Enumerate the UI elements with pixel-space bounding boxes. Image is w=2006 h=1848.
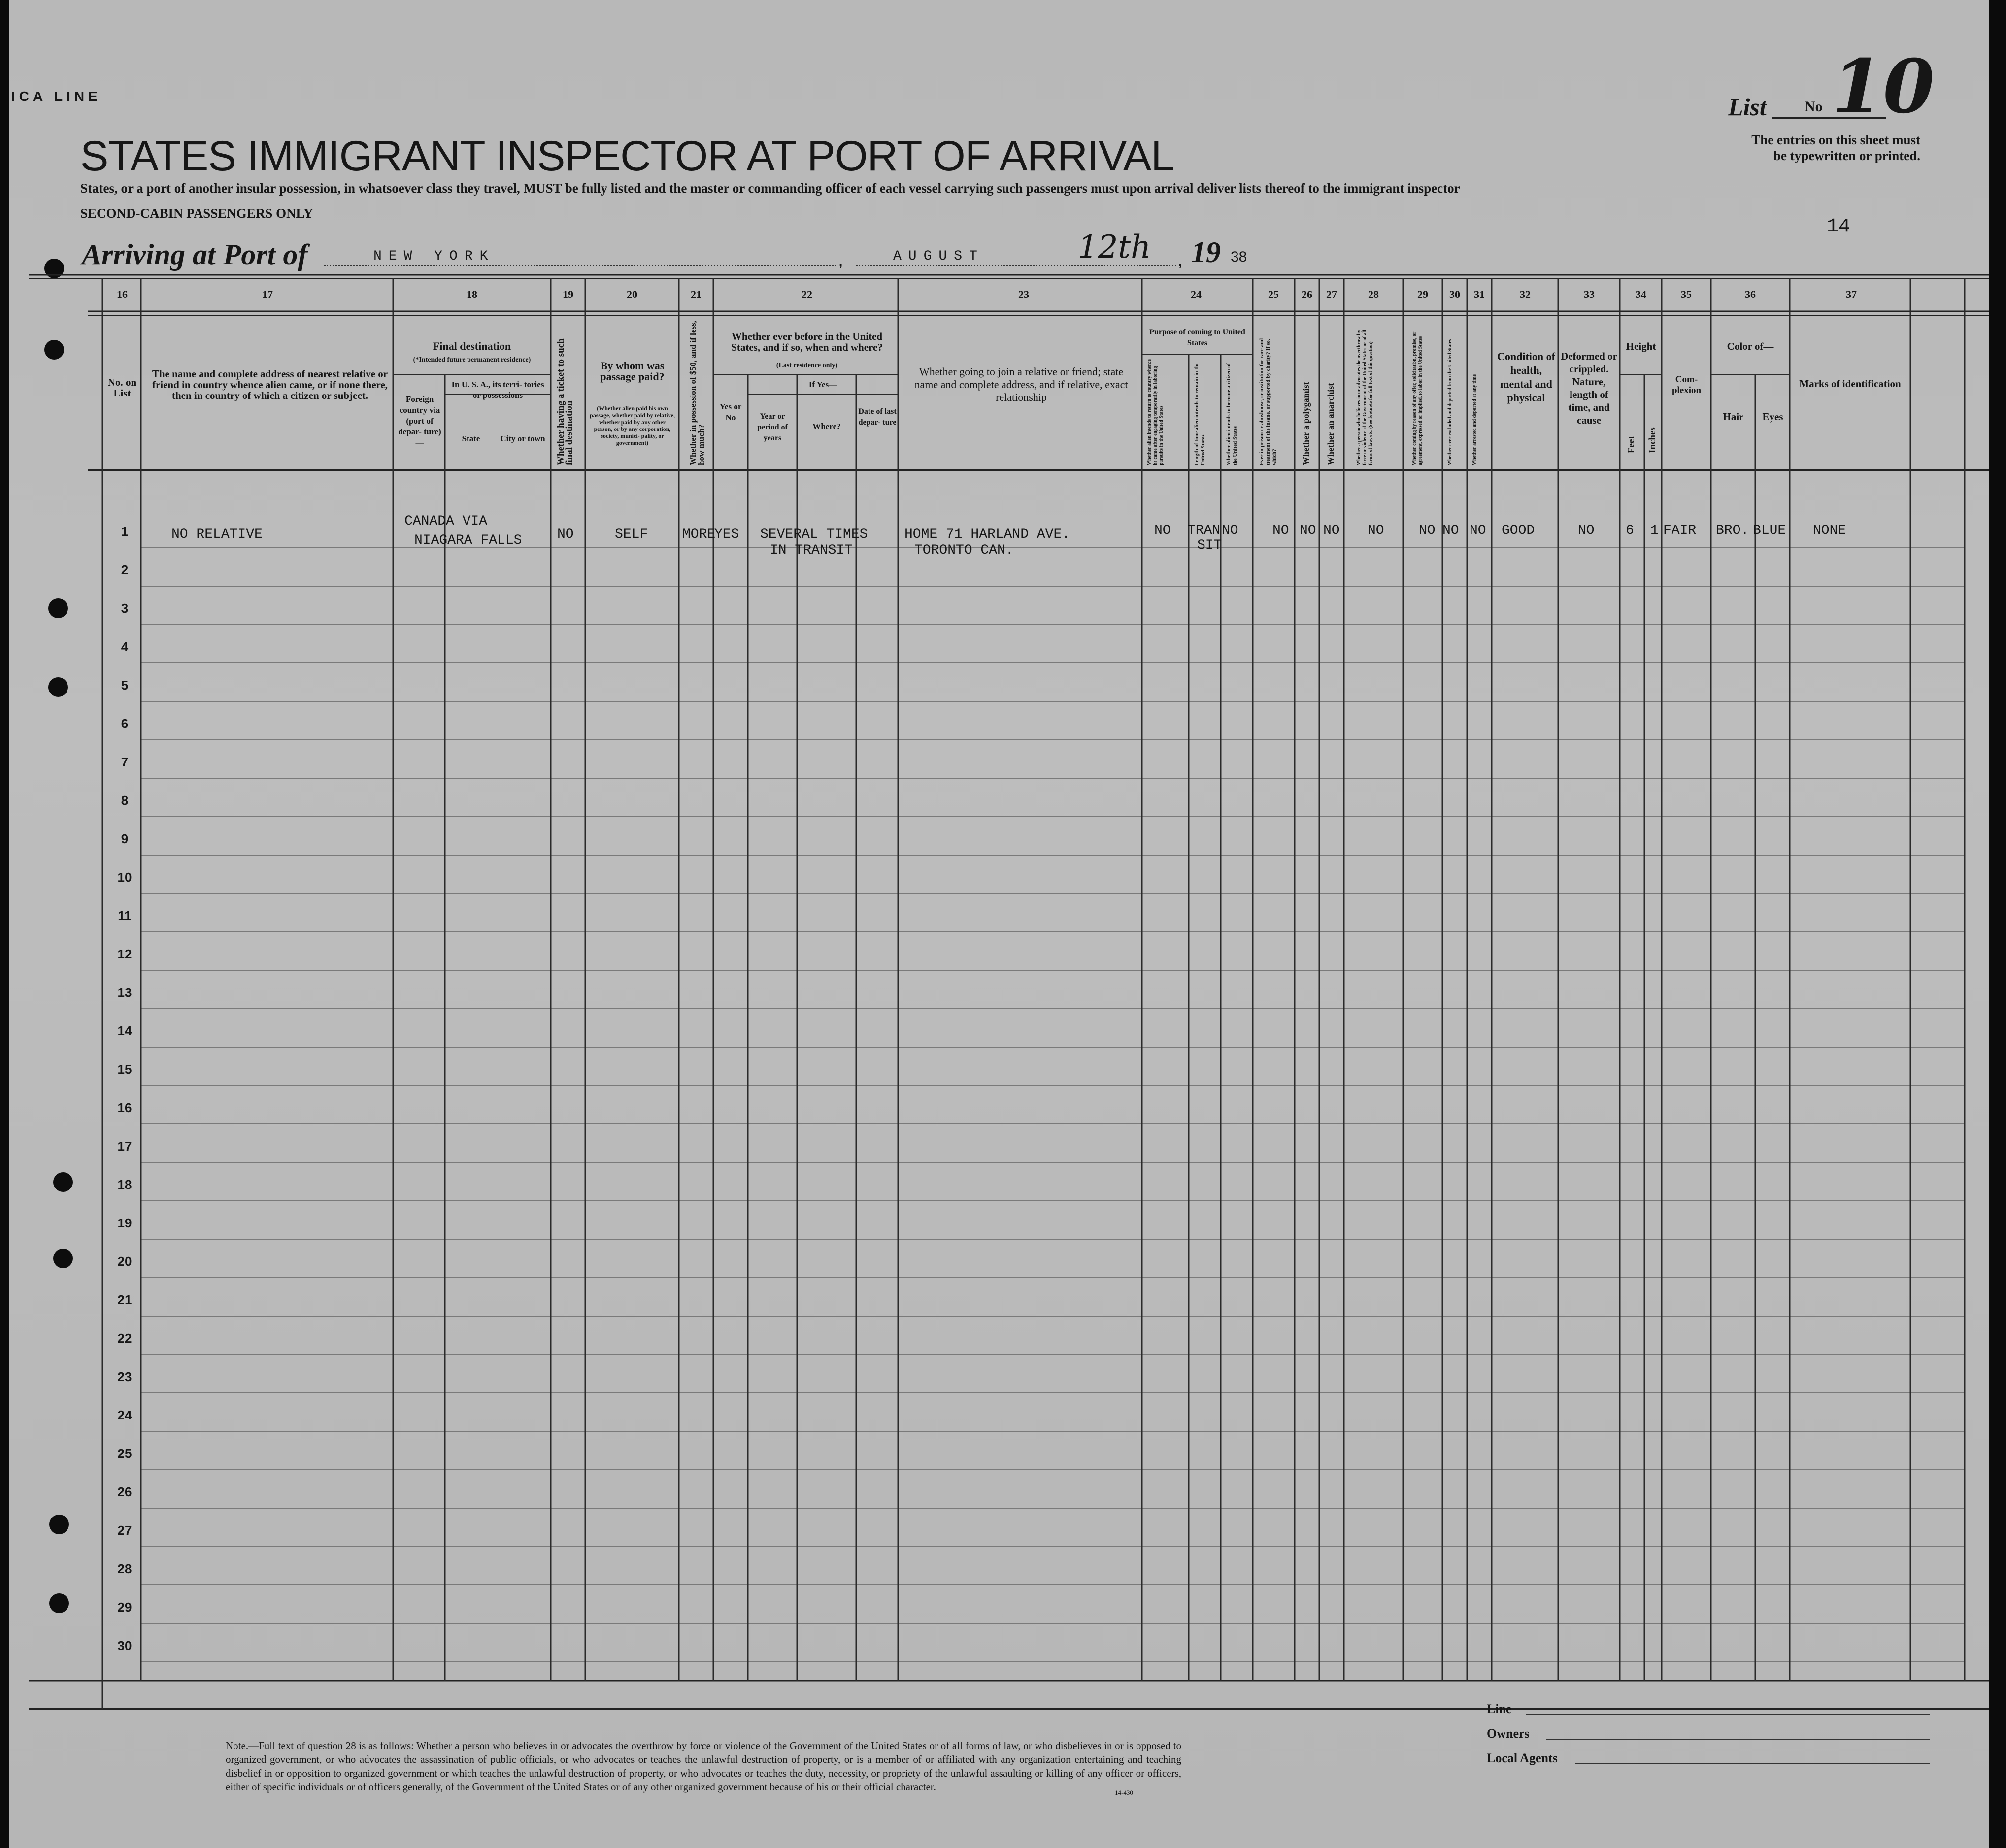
header-q31: Whether arrested and deported at any time: [1472, 374, 1477, 465]
header-feet: Feet: [1626, 436, 1637, 453]
row-number: 18: [117, 1177, 132, 1192]
header-purpose: Purpose of coming to United States: [1149, 328, 1245, 347]
header-where: Where?: [812, 422, 841, 431]
row-number: 9: [121, 831, 129, 846]
row-number: 1: [121, 524, 129, 539]
row-number: 21: [117, 1292, 132, 1307]
header-condition: Condition of health, mental and physical: [1497, 350, 1555, 404]
passage-cell: SELF: [615, 527, 648, 542]
header-passage-note: (Whether alien paid his own passage, whether paid by relative, whether paid by any other person, or by any corporation, society, munici- pality, or government): [590, 405, 675, 446]
column-number: 34: [1636, 288, 1646, 300]
comma: ,: [838, 249, 844, 270]
row-number: 10: [117, 870, 132, 885]
length-of-stay-cell-line2: SIT: [1197, 538, 1222, 553]
header-final-destination-note: (*Intended future permanent residence): [413, 356, 531, 363]
column-number: 31: [1474, 288, 1485, 300]
row-number: 2: [121, 562, 129, 577]
instructions-line-2: be typewritten or printed.: [1773, 148, 1920, 163]
join-relative-cell: HOME 71 HARLAND AVE.: [904, 527, 1070, 542]
header-polygamist: Whether a polygamist: [1301, 382, 1311, 465]
owners-underline: [1546, 1739, 1930, 1740]
owners-label: Owners: [1487, 1726, 1530, 1741]
hair-cell: BRO.: [1716, 523, 1749, 538]
row-number: 8: [121, 793, 129, 808]
column-number: 28: [1368, 288, 1379, 300]
column-number: 30: [1449, 288, 1460, 300]
form-mark: 14-430: [1115, 1789, 1133, 1796]
header-yes-no: Yes or No: [719, 402, 742, 422]
period-cell-line2: IN TRANSIT: [770, 543, 853, 558]
eyes-cell: BLUE: [1753, 523, 1786, 538]
join-relative-cell-line2: TORONTO CAN.: [914, 543, 1014, 558]
anarchist-cell: NO: [1323, 523, 1340, 538]
marks-cell: NONE: [1813, 523, 1846, 538]
column-number: 36: [1745, 288, 1756, 300]
header-anarchist: Whether an anarchist: [1326, 383, 1336, 465]
column-number: 37: [1846, 288, 1857, 300]
column-number: 20: [627, 288, 637, 300]
header-year-period: Year or period of years: [757, 412, 788, 442]
row-number: 24: [117, 1408, 132, 1422]
day-handwritten: 12th: [1078, 229, 1151, 265]
column-number: 19: [563, 288, 573, 300]
header-date-last: Date of last depar- ture: [858, 407, 897, 427]
header-hair: Hair: [1723, 411, 1744, 423]
instructions-line-1: The entries on this sheet must: [1751, 132, 1920, 147]
ticket-cell: NO: [557, 527, 574, 542]
column-number: 35: [1681, 288, 1692, 300]
line-name-fragment: ICA LINE: [11, 89, 101, 104]
prison-cell: NO: [1272, 523, 1289, 538]
row-number: 5: [121, 678, 129, 693]
header-purpose-a: Whether alien intends to return to country whence he came after engaging temporarily in laboring pursuits in the United States: [1147, 359, 1164, 465]
header-marks: Marks of identification: [1799, 378, 1901, 390]
row-number: 6: [121, 716, 129, 731]
header-purpose-b: Length of time alien intends to remain in the United States: [1194, 363, 1206, 465]
column-number: 22: [802, 288, 812, 300]
header-city: City or town: [500, 434, 545, 443]
row-number: 28: [117, 1561, 132, 1576]
row-number: 15: [117, 1062, 132, 1077]
condition-cell: GOOD: [1502, 523, 1535, 538]
q29-cell: NO: [1419, 523, 1436, 538]
row-number: 16: [117, 1100, 132, 1115]
column-number: 16: [117, 288, 128, 300]
header-state: State: [462, 434, 480, 443]
deformed-cell: NO: [1578, 523, 1595, 538]
q30-cell: NO: [1442, 523, 1459, 538]
row-number: 30: [117, 1638, 132, 1653]
page-title: STATES IMMIGRANT INSPECTOR AT PORT OF ARRIVAL: [80, 132, 1174, 180]
return-home-cell: NO: [1154, 523, 1171, 538]
inches-cell: 1: [1650, 523, 1659, 538]
column-number: 18: [467, 288, 477, 300]
line-underline: [1526, 1714, 1930, 1715]
sheet-number: 14: [1827, 216, 1851, 238]
complexion-cell: FAIR: [1663, 523, 1697, 538]
row-number: 26: [117, 1485, 132, 1499]
header-q29: Whether coming by reason of any offer, solicitation, promise, or agreement, expressed or implied, to labor in the United States: [1412, 331, 1423, 465]
header-deformed: Deformed or crippled. Nature, length of time, and cause: [1561, 350, 1617, 426]
column-number: 33: [1584, 288, 1595, 300]
row-number: 17: [117, 1139, 132, 1154]
header-in-usa: In U. S. A., its terri- tories or possessions: [451, 380, 544, 400]
row-number: 3: [121, 601, 129, 616]
header-ever-before: Whether ever before in the United States, and if so, when and where?: [731, 330, 883, 353]
row-number: 7: [121, 755, 129, 769]
q31-cell: NO: [1470, 523, 1486, 538]
column-number: 29: [1417, 288, 1428, 300]
month-value: AUGUST: [893, 249, 984, 264]
agents-underline: [1575, 1763, 1930, 1764]
header-height: Height: [1626, 340, 1656, 352]
ever-before-cell: YES: [714, 527, 739, 542]
header-no-on-list: No. on List: [107, 376, 137, 399]
column-number: 27: [1326, 288, 1337, 300]
length-of-stay-cell: TRAN: [1187, 523, 1221, 538]
row-number: 23: [117, 1369, 132, 1384]
foreign-country-cell: CANADA VIA: [404, 514, 488, 529]
header-color-of: Color of—: [1727, 340, 1774, 352]
class-note: SECOND-CABIN PASSENGERS ONLY: [80, 206, 313, 221]
header-eyes: Eyes: [1762, 411, 1783, 423]
arriving-label: Arriving at Port of: [82, 238, 308, 271]
agents-label: Local Agents: [1487, 1751, 1558, 1765]
header-prison: Ever in prison or almshouse, or institution for care and treatment of the insane, or supported by charity? If so, which?: [1259, 338, 1277, 465]
header-q28: Whether a person who believes in or advocates the overthrow by force or violence of the Government of the United States or of all forms of law, etc. (See footnote for full text of this question): [1356, 330, 1373, 465]
header-possession: Whether in possession of $50, and if less, how much?: [688, 321, 706, 465]
comma: ,: [1177, 249, 1183, 270]
row-number: 22: [117, 1331, 132, 1346]
money-cell: MORE: [682, 527, 716, 542]
header-relative: The name and complete address of nearest relative or friend in country whence alien came, or if none there, then in country of which a citizen or subject.: [152, 368, 388, 401]
column-number: 26: [1302, 288, 1312, 300]
feet-cell: 6: [1626, 523, 1634, 538]
row-number: 14: [117, 1023, 132, 1038]
header-complexion: Com- plexion: [1672, 374, 1702, 396]
list-label: List: [1728, 93, 1767, 121]
header-last-residence: (Last residence only): [776, 362, 838, 369]
header-final-destination: Final destination: [433, 340, 511, 352]
subtitle-text: States, or a port of another insular possession, in whatsoever class they travel, MUST be fully listed and the master or commanding officer of each vessel carrying such passengers must upon arrival deliver lists thereof to the immigrant inspector: [80, 181, 1460, 196]
header-passage-paid: By whom was passage paid?: [600, 360, 665, 383]
relative-cell: NO RELATIVE: [171, 527, 263, 542]
row-number: 13: [117, 985, 132, 1000]
column-number: 25: [1268, 288, 1279, 300]
row-number: 12: [117, 947, 132, 961]
header-inches: Inches: [1647, 427, 1658, 453]
column-number: 32: [1520, 288, 1531, 300]
manifest-sheet: [9, 0, 1989, 1848]
row-number: 19: [117, 1216, 132, 1230]
question-28-note: Note.—Full text of question 28 is as follows: Whether a person who believes in or advocates the overthrow by force or violence of the Government of the United States or of all forms of law, or who disbelieves in or is opposed to organized government, or who advocates the assassination of public officials, or who advocates or teaches the unlawful destruction of property, or is a member of or affiliated with any organization entertaining and teaching disbelief in or opposition to organized government or which teaches the unlawful destruction of property, or who advocates or teaches the duty, necessity, or propriety of the unlawful assaulting or killing of any officer or officers, either of specific individuals or of officers generally, of the Government of the United States or of any other organized government because of his or their official character.: [226, 1740, 1181, 1793]
header-foreign-country: Foreign country via (port of depar- ture)—: [398, 395, 441, 447]
year-prefix: 19: [1191, 236, 1221, 268]
row-number: 27: [117, 1523, 132, 1538]
row-number: 29: [117, 1600, 132, 1615]
line-label: Line: [1487, 1702, 1512, 1716]
table-grid: [9, 0, 1989, 1848]
column-number: 24: [1191, 288, 1202, 300]
column-number: 23: [1018, 288, 1029, 300]
row-number: 20: [117, 1254, 132, 1269]
foreign-country-cell-line2: NIAGARA FALLS: [414, 533, 522, 548]
header-join-relative: Whether going to join a relative or friend; state name and complete address, and if relative, exact relationship: [914, 365, 1128, 403]
header-ticket: Whether having a ticket to such final destination: [556, 338, 574, 465]
header-if-yes: If Yes—: [808, 380, 837, 389]
column-number: 21: [691, 288, 702, 300]
polygamist-cell: NO: [1300, 523, 1316, 538]
list-no-label: No: [1805, 99, 1823, 115]
port-value: NEW YORK: [373, 249, 495, 264]
header-purpose-c: Whether alien intends to become a citizen of the United States: [1226, 363, 1238, 465]
citizen-cell: NO: [1222, 523, 1238, 538]
list-number-handwritten: 10: [1832, 43, 1935, 130]
q28-cell: NO: [1368, 523, 1384, 538]
period-cell: SEVERAL TIMES: [760, 527, 868, 542]
row-number: 4: [121, 639, 129, 654]
year-suffix: 38: [1231, 249, 1247, 265]
header-q30: Whether ever excluded and deported from the United States: [1447, 339, 1453, 465]
row-number: 11: [118, 908, 132, 923]
column-number: 17: [262, 288, 273, 300]
row-number: 25: [117, 1446, 132, 1461]
